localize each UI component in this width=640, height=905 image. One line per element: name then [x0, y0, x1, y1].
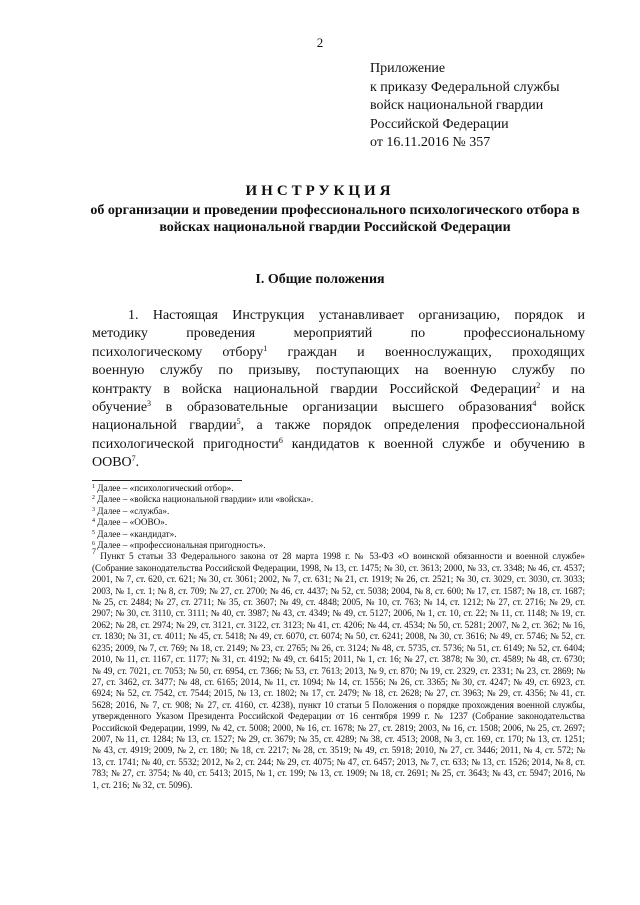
- footnote-ref: 2: [536, 380, 541, 390]
- appendix-line: войск национальной гвардии: [370, 98, 544, 113]
- footnote: $^4$ Далее – «ООВО».: [92, 517, 168, 528]
- paragraph-1: [92, 307, 585, 473]
- document-subtitle: об организации и проведении профессионального психологического отбора в войсках национальной гвардии Российской Федерации: [90, 203, 580, 235]
- paragraph-line: военную службу по призыву, поступающих на военную службу по: [92, 363, 585, 379]
- footnotes: [92, 483, 585, 791]
- paragraph-line: психологическому отбору$^1$ граждан и военнослужащих, проходящих: [92, 343, 585, 360]
- paragraph-line: национальной гвардии$^5$, а также порядок определения профессиональной: [92, 417, 585, 434]
- footnote-ref: 7: [131, 454, 136, 464]
- footnote: $^5$ Далее – «кандидат».: [92, 528, 177, 539]
- footnote: $^1$ Далее – «психологический отбор».: [92, 483, 234, 493]
- footnote-divider: [92, 480, 242, 481]
- paragraph-line: психологической пригодности$^6$ кандидатов к военной службе и обучению в: [92, 435, 585, 452]
- page-number: 2: [316, 35, 324, 50]
- paragraph-line: контракту в войска национальной гвардии Российской Федерации$^2$ и на: [92, 380, 585, 397]
- paragraph-line: 1. Настоящая Инструкция устанавливает организацию, порядок и: [128, 308, 585, 323]
- footnote-ref: 3: [147, 398, 152, 408]
- document-title: ИНСТРУКЦИЯ: [245, 183, 395, 199]
- footnote: $^2$ Далее – «войска национальной гвардии» или «войска».: [92, 494, 314, 505]
- footnote-ref: 5: [236, 417, 241, 427]
- footnote: $^7$ Пункт 5 статьи 33 Федерального закона от 28 марта 1998 г. № 53-ФЗ «О воинской обязанности и военной службе» (Собрание законодательства Российской Федерации, 1998, № 13, ст. 1475; № 30, ст. 3613; 2000, № 33, ст. 3348; № 46, ст. 4537; 2001, № 7, ст. 620, ст. 621; № 30, ст. 3061; 2002, № 7, ст. 631; № 21, ст. 1919; № 26, ст. 2521; № 30, ст. 3029, ст. 3030, ст. 3033; 2003, № 1, ст. 1; № 8, ст. 709; № 27, ст. 2700; № 46, ст. 4437; № 52, ст. 5038; 2004, № 8, ст. 600; № 17, ст. 1587; № 18, ст. 1687; № 25, ст. 2484; № 27, ст. 2711; № 35, ст. 3607; № 49, ст. 4848; 2005, № 10, ст. 763; № 14, ст. 1212; № 27, ст. 2716; № 29, ст. 2907; № 30, ст. 3110, ст. 3111; № 40, ст. 3987; № 43, ст. 4349; № 49, ст. 5127; 2006, № 1, ст. 10, ст. 22; № 11, ст. 1148; № 19, ст. 2062; № 28, ст. 2974; № 29, ст. 3121, ст. 3122, ст. 3123; № 41, ст. 4206; № 44, ст. 4534; № 50, ст. 5281; 2007, № 2, ст. 362; № 16, ст. 1830; № 31, ст. 4011; № 45, ст. 5418; № 49, ст. 6070, ст. 6074; № 50, ст. 6241; 2008, № 30, ст. 3616; № 49, ст. 5746; № 52, ст. 6235; 2009, № 7, ст. 769; № 18, ст. 2149; № 23, ст. 2765; № 26, ст. 3124; № 48, ст. 5735, ст. 5736; № 51, ст. 6149; № 52, ст. 6404; 2010, № 11, ст. 1167, ст. 1177; № 31, ст. 4192; № 49, ст. 6415; 2011, № 1, ст. 16; № 27, ст. 3878; № 30, ст. 4589; № 48, ст. 6730; № 49, ст. 7021, ст. 7053; № 50, ст. 6954, ст. 7366; № 53, ст. 7613; 2013, № 9, ст. 870; № 19, ст. 2329, ст. 2331; № 23, ст. 2869; № 27, ст. 3462, ст. 3477; № 48, ст. 6165; 2014, № 11, ст. 1094; № 14, ст. 1556; № 26, ст. 3365; № 30, ст. 4247; № 49, ст. 6923, ст. 6924; № 52, ст. 7542, ст. 7544; 2015, № 13, ст. 1802; № 17, ст. 2479; № 18, ст. 2628; № 27, ст. 3963; № 29, ст. 4356; № 41, ст. 5628; 2016, № 7, ст. 908; № 27, ст. 4160, ст. 4238), пункт 10 статьи 5 Положения о порядке прохождения военной службы, утвержденного Указом Президента Российской Федерации от 16 сентября 1999 г. № 1237 (Собрание законодательства Российской Федерации, 1999, № 42, ст. 5008; 2000, № 16, ст. 1678; № 27, ст. 2819; 2003, № 16, ст. 1508; 2006, № 25, ст. 2697; 2007, № 11, ст. 1284; № 13, ст. 1527; № 29, ст. 3679; № 35, ст. 4289; № 38, ст. 4513; 2008, № 3, ст. 169, ст. 170; № 13, ст. 1251; № 43, ст. 4919; 2009, № 2, ст. 180; № 18, ст. 2217; № 28, ст. 3519; № 49, ст. 5918; 2010, № 27, ст. 3446; 2011, № 4, ст. 572; № 13, ст. 1741; № 40, ст. 5532; 2012, № 2, ст. 244; № 29, ст. 4075; № 47, ст. 6457; 2013, № 7, ст. 633; № 13, ст. 1526; 2014, № 8, ст. 783; № 27, ст. 3754; № 40, ст. 5413; 2015, № 1, ст. 199; № 13, ст. 1909; № 18, ст. 2691; № 25, ст. 3643; № 43, ст. 5947; 2016, № 1, ст. 216; № 32, ст. 5096).: [92, 547, 585, 790]
- footnote: $^6$ Далее – «профессиональная пригодность».: [92, 540, 266, 551]
- section-heading: I. Общие положения: [255, 272, 385, 287]
- footnote-ref: 1: [263, 343, 268, 353]
- paragraph-line: ООВО$^7$.: [92, 454, 140, 471]
- appendix-line: от 16.11.2016 № 357: [370, 135, 491, 150]
- appendix-line: к приказу Федеральной службы: [370, 79, 560, 95]
- appendix-line: Российской Федерации: [370, 116, 509, 132]
- paragraph-line: обучение$^3$ в образовательные организации высшего образования$^4$ войск: [92, 398, 585, 415]
- paragraph-line: методику проведения мероприятий по профессиональному: [92, 326, 585, 342]
- footnote-ref: 6: [278, 435, 283, 445]
- appendix-line: Приложение: [370, 61, 446, 76]
- footnote-ref: 4: [532, 398, 537, 408]
- footnote: $^3$ Далее – «служба».: [92, 505, 170, 516]
- appendix-block: [370, 60, 559, 153]
